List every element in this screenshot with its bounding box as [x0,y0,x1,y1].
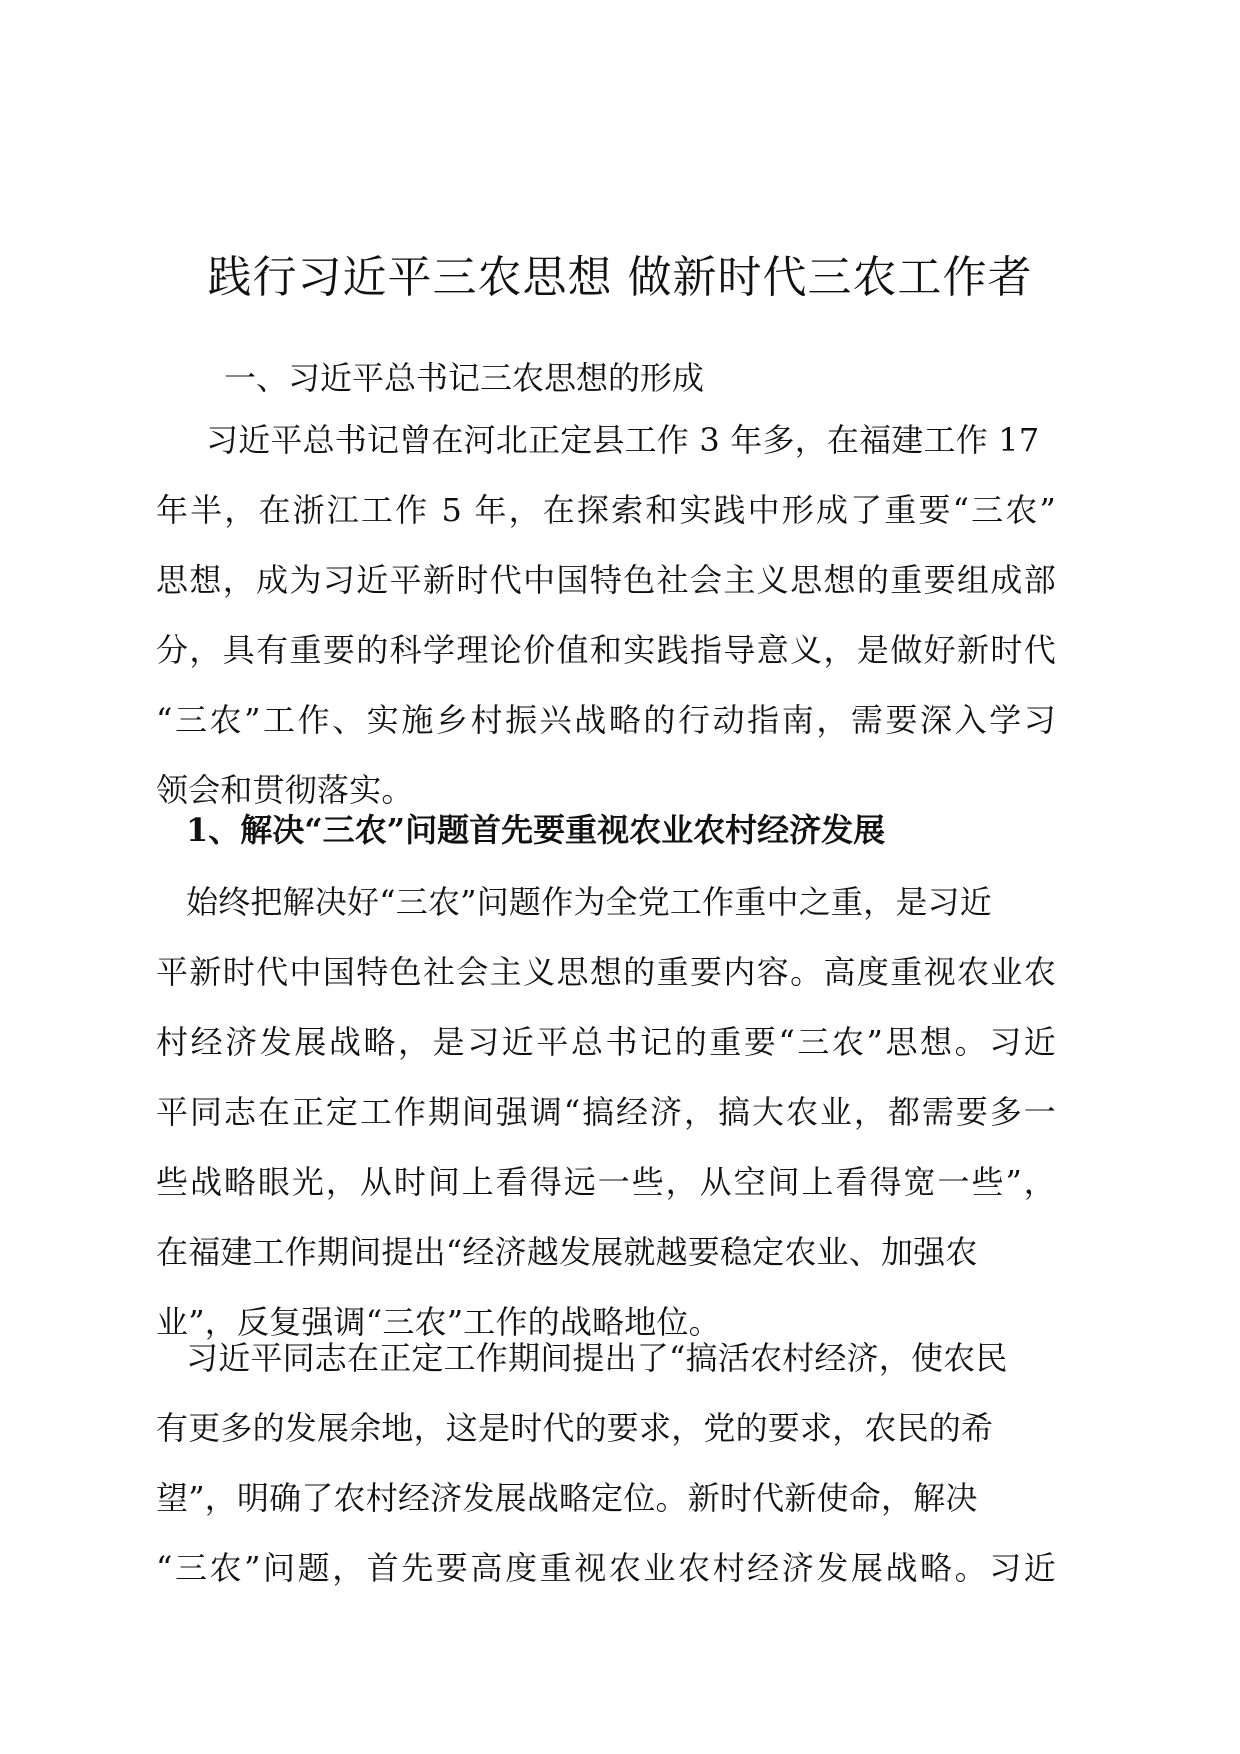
paragraph-2-line-4: 平同志在正定工作期间强调“搞经济，搞大农业，都需要多一 [156,1093,1056,1131]
paragraph-1-line-6: 领会和贯彻落实。 [156,771,414,809]
paragraph-1-line-1: 习近平总书记曾在河北正定县工作 3 年多，在福建工作 17 [206,421,1040,459]
paragraph-3-line-1: 习近平同志在正定工作期间提出了“搞活农村经济，使农民 [186,1339,1008,1377]
section-heading: 一、习近平总书记三农思想的形成 [224,359,705,397]
paragraph-1-line-3: 思想，成为习近平新时代中国特色社会主义思想的重要组成部 [156,561,1056,599]
paragraph-2-line-6: 在福建工作期间提出“经济越发展就越要稳定农业、加强农 [156,1233,978,1271]
paragraph-3-line-4: “三农”问题，首先要高度重视农业农村经济发展战略。习近 [156,1549,1056,1587]
paragraph-3 [156,1323,1056,1603]
paragraph-2-line-2: 平新时代中国特色社会主义思想的重要内容。高度重视农业农 [156,953,1056,991]
subheading: 1、解决“三农”问题首先要重视农业农村经济发展 [186,811,886,849]
document-title: 践行习近平三农思想 做新时代三农工作者 [207,252,1033,303]
paragraph-1-line-5: “三农”工作、实施乡村振兴战略的行动指南，需要深入学习 [156,701,1056,739]
paragraph-2-line-7: 业”，反复强调“三农”工作的战略地位。 [156,1303,721,1341]
paragraph-3-line-3: 望”，明确了农村经济发展战略定位。新时代新使命，解决 [156,1479,978,1517]
paragraph-2-line-3: 村经济发展战略，是习近平总书记的重要“三农”思想。习近 [156,1023,1056,1061]
paragraph-1-line-4: 分，具有重要的科学理论价值和实践指导意义，是做好新时代 [156,631,1056,669]
paragraph-1 [156,405,1056,825]
paragraph-2 [156,867,1056,1357]
paragraph-3-line-2: 有更多的发展余地，这是时代的要求，党的要求，农民的希 [156,1409,994,1447]
paragraph-2-line-5: 些战略眼光，从时间上看得远一些，从空间上看得宽一些”， [156,1163,1056,1201]
paragraph-2-line-1: 始终把解决好“三农”问题作为全党工作重中之重，是习近 [186,883,992,921]
paragraph-1-line-2: 年半，在浙江工作 5 年，在探索和实践中形成了重要“三农” [156,491,1056,529]
